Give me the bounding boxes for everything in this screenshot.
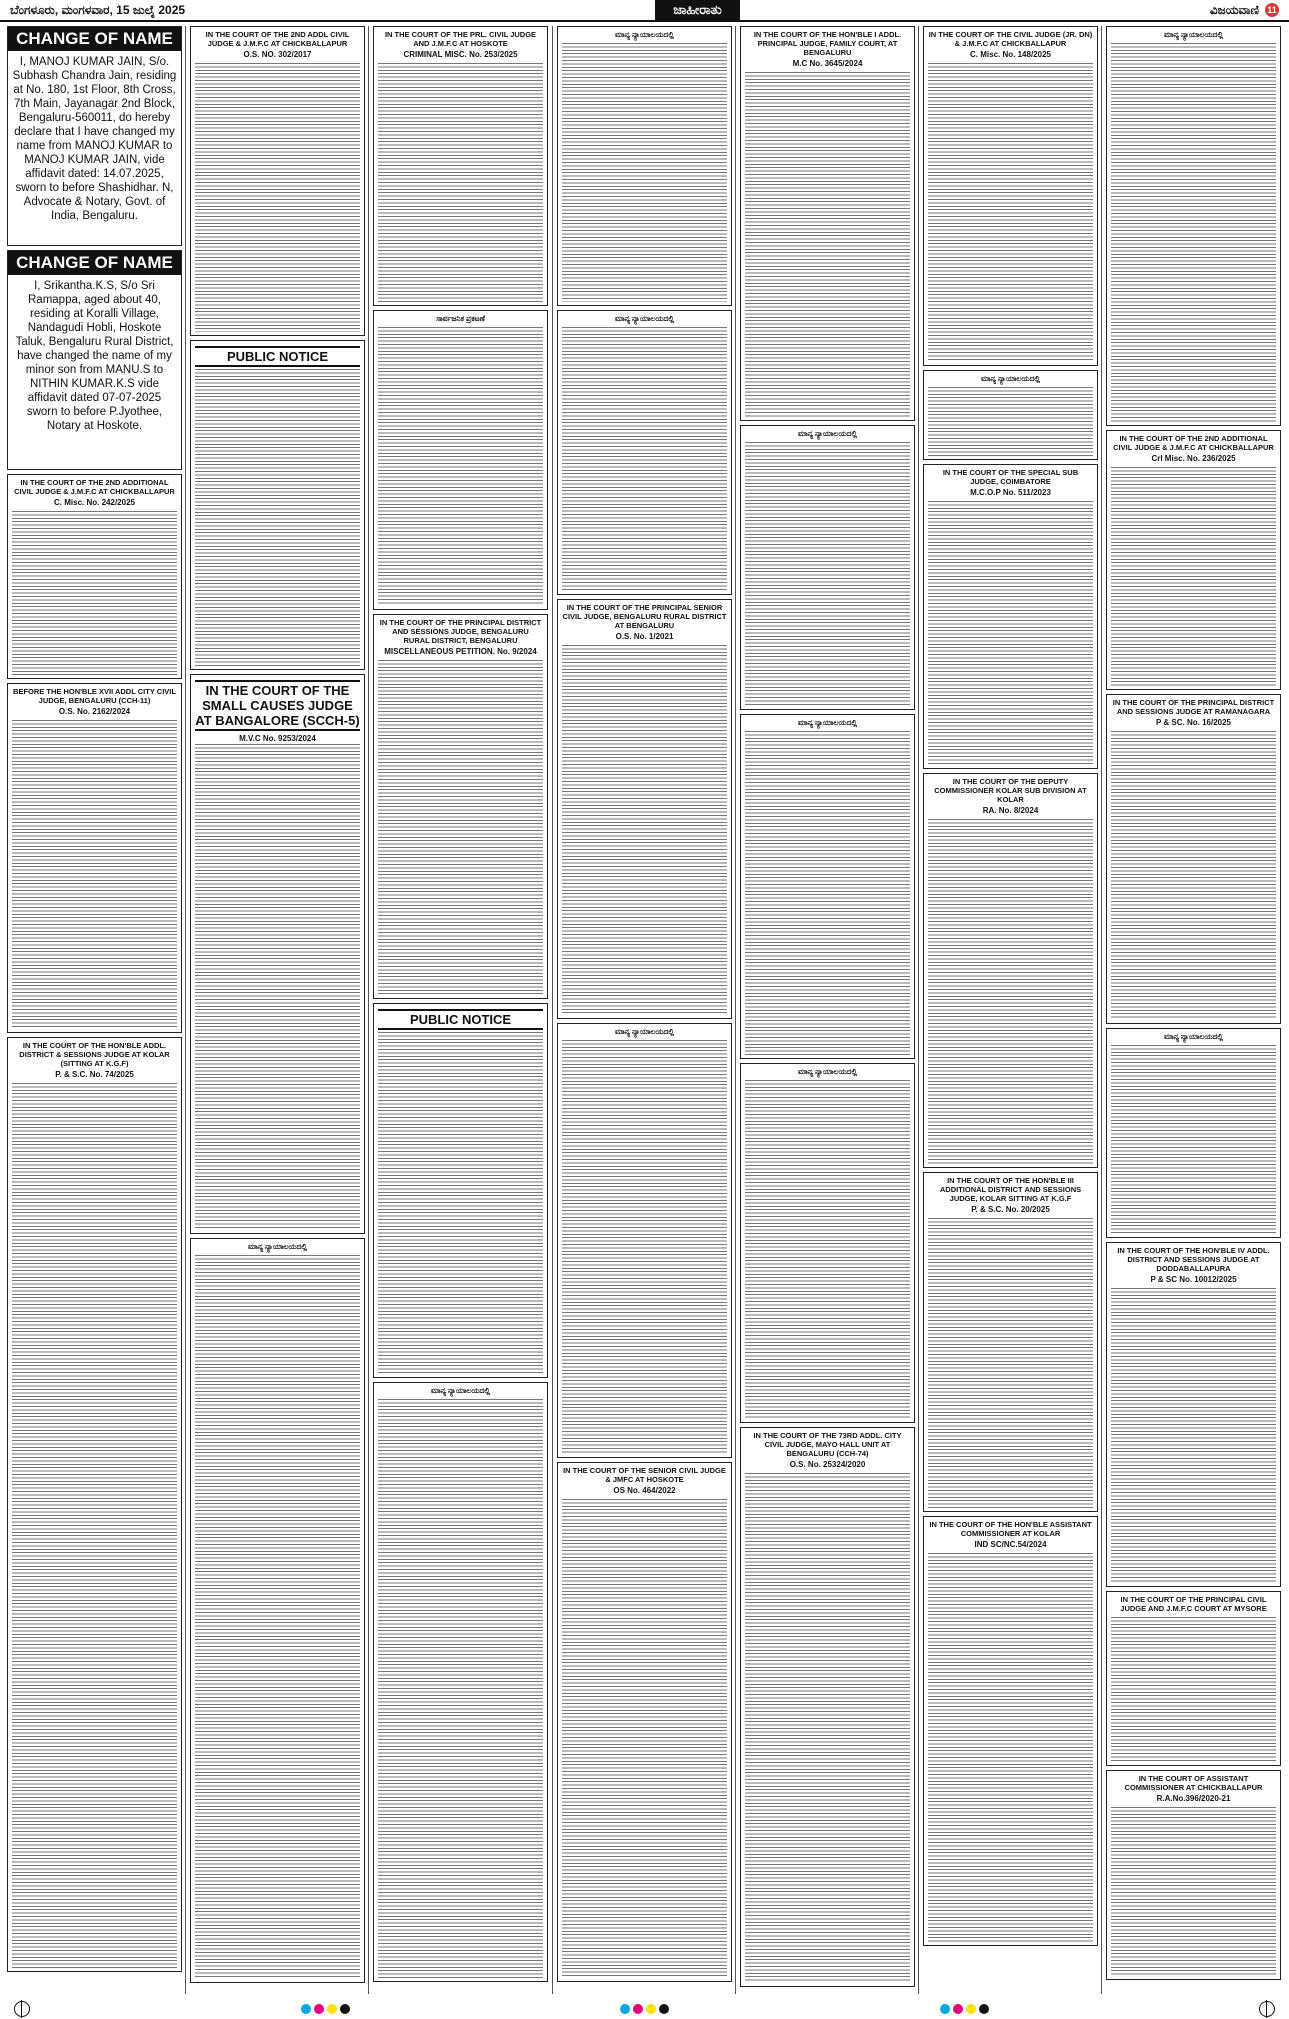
legal-notice xyxy=(7,1037,182,1972)
court-heading: IN THE COURT OF THE PRL. CIVIL JUDGE AND J.M.F.C AT HOSKOTE xyxy=(384,30,537,48)
legal-notice xyxy=(190,340,365,670)
court-heading: ಮಾನ್ಯ ನ್ಯಾಯಾಲಯದಲ್ಲಿ xyxy=(797,1067,857,1076)
notice-body-text-lines xyxy=(928,63,1093,362)
registration-dot xyxy=(340,2004,350,2014)
notice-column xyxy=(370,26,551,1986)
court-heading: ಮಾನ್ಯ ನ್ಯಾಯಾಲಯದಲ್ಲಿ xyxy=(980,374,1040,383)
column-rule xyxy=(918,26,919,1994)
case-number: O.S. No. 1/2021 xyxy=(615,632,674,641)
court-heading: IN THE COURT OF THE 2ND ADDITIONAL CIVIL JUDGE & J.M.F.C AT CHICKBALLAPUR xyxy=(14,478,175,496)
notice-body-text-lines xyxy=(1111,1807,1276,1976)
court-heading: IN THE COURT OF THE 2ND ADDITIONAL CIVIL JUDGE & J.M.F.C AT CHICKBALLAPUR xyxy=(1113,434,1274,452)
case-number: P. & S.C. No. 74/2025 xyxy=(55,1070,134,1079)
legal-notice xyxy=(373,1003,548,1378)
legal-notice xyxy=(740,425,915,710)
column-rule xyxy=(1101,26,1102,1994)
court-heading: IN THE COURT OF THE HON'BLE III ADDITIONAL DISTRICT AND SESSIONS JUDGE, KOLAR SITTING AT K.G.F xyxy=(939,1176,1082,1203)
notice-body-text-lines xyxy=(562,645,727,1015)
court-heading: ಮಾನ್ಯ ನ್ಯಾಯಾಲಯದಲ್ಲಿ xyxy=(1163,30,1223,39)
court-heading: IN THE COURT OF THE SENIOR CIVIL JUDGE & JMFC AT HOSKOTE xyxy=(563,1466,726,1484)
registration-dot xyxy=(301,2004,311,2014)
case-number: O.S. No. 25324/2020 xyxy=(789,1460,866,1469)
legal-notice xyxy=(923,1172,1098,1512)
notice-body-text-lines xyxy=(12,720,177,1029)
legal-notice xyxy=(1106,1242,1281,1587)
registration-target-icon xyxy=(14,2001,30,2017)
case-number: MISCELLANEOUS PETITION. No. 9/2024 xyxy=(384,647,537,656)
legal-notice xyxy=(923,464,1098,769)
notice-title: CHANGE OF NAME xyxy=(8,251,181,275)
case-number: OS No. 464/2022 xyxy=(613,1486,676,1495)
notice-body-text-lines xyxy=(928,1553,1093,1942)
notice-body-text-lines xyxy=(195,369,360,666)
court-heading: ಮಾನ್ಯ ನ್ಯಾಯಾಲಯದಲ್ಲಿ xyxy=(247,1242,307,1251)
notice-body-text-lines xyxy=(195,744,360,1230)
legal-notice xyxy=(373,310,548,610)
court-heading: BEFORE THE HON'BLE XVII ADDL CITY CIVIL JUDGE, BENGALURU (CCH-11) xyxy=(13,687,176,705)
notice-title: IN THE COURT OF THE SMALL CAUSES JUDGE AT BANGALORE (SCCH-5) xyxy=(195,680,360,731)
court-heading: IN THE COURT OF THE PRINCIPAL DISTRICT AND SESSIONS JUDGE AT RAMANAGARA xyxy=(1112,698,1275,716)
registration-dot xyxy=(620,2004,630,2014)
registration-dot xyxy=(953,2004,963,2014)
notice-body-text-lines xyxy=(745,72,910,417)
case-number: M.C No. 3645/2024 xyxy=(792,59,863,68)
legal-notice xyxy=(557,599,732,1019)
notice-column xyxy=(4,26,185,1976)
registration-dot xyxy=(979,2004,989,2014)
case-number: C. Misc. No. 148/2025 xyxy=(970,50,1051,59)
column-rule xyxy=(552,26,553,1994)
notice-body-text-lines xyxy=(195,1255,360,1979)
column-rule xyxy=(368,26,369,1994)
case-number: P & SC No. 10012/2025 xyxy=(1150,1275,1237,1284)
court-heading: IN THE COURT OF THE 73RD ADDL. CITY CIVIL JUDGE, MAYO HALL UNIT AT BENGALURU (CCH-74) xyxy=(753,1431,902,1458)
header-date: ಬೆಂಗಳೂರು, ಮಂಗಳವಾರ, 15 ಜುಲೈ 2025 xyxy=(10,2,186,17)
notice-body-text-lines xyxy=(378,327,543,606)
legal-notice xyxy=(557,26,732,306)
case-number: O.S. No. 2162/2024 xyxy=(58,707,131,716)
court-heading: ಸಾರ್ವಜನಿಕ ಪ್ರಕಟಣೆ xyxy=(436,314,485,323)
legal-notice xyxy=(740,1063,915,1423)
case-number: Crl Misc. No. 236/2025 xyxy=(1151,454,1236,463)
notice-body-text-lines xyxy=(928,387,1093,456)
court-heading: IN THE COURT OF THE HON'BLE IV ADDL. DISTRICT AND SESSIONS JUDGE AT DODDABALLAPURA xyxy=(1117,1246,1270,1273)
case-number: RA. No. 8/2024 xyxy=(982,806,1039,815)
court-heading: IN THE COURT OF THE CIVIL JUDGE (JR. DN) & J.M.F.C AT CHICKBALLAPUR xyxy=(928,30,1093,48)
legal-notice xyxy=(923,773,1098,1168)
court-heading: ಮಾನ್ಯ ನ್ಯಾಯಾಲಯದಲ್ಲಿ xyxy=(797,429,857,438)
court-heading: IN THE COURT OF THE 2ND ADDL CIVIL JUDGE & J.M.F.C AT CHICKBALLAPUR xyxy=(205,30,350,48)
page-footer xyxy=(0,1998,1289,2019)
column-rule xyxy=(735,26,736,1994)
notice-body-text-lines xyxy=(378,660,543,995)
notice-column xyxy=(554,26,735,1986)
legal-notice xyxy=(923,1516,1098,1946)
legal-notice xyxy=(190,674,365,1234)
legal-notice xyxy=(740,714,915,1059)
page-number-badge: 11 xyxy=(1265,3,1279,17)
legal-notice xyxy=(1106,1770,1281,1980)
notice-body-text-lines xyxy=(378,1399,543,1978)
notice-title: CHANGE OF NAME xyxy=(8,27,181,51)
notice-body-text-lines xyxy=(1111,43,1276,422)
registration-dot xyxy=(314,2004,324,2014)
court-heading: IN THE COURT OF THE PRINCIPAL CIVIL JUDGE AND J.M.F.C COURT AT MYSORE xyxy=(1120,1595,1267,1613)
color-registration-bar xyxy=(940,2004,989,2014)
notice-body-text-lines xyxy=(562,327,727,591)
legal-notice xyxy=(1106,1028,1281,1238)
court-heading: IN THE COURT OF THE HON'BLE I ADDL. PRINCIPAL JUDGE, FAMILY COURT, AT BENGALURU xyxy=(753,30,902,57)
legal-notice xyxy=(7,683,182,1033)
court-heading: ಮಾನ್ಯ ನ್ಯಾಯಾಲಯದಲ್ಲಿ xyxy=(614,1027,674,1036)
notice-body-text-lines xyxy=(745,1473,910,1983)
legal-notice xyxy=(557,1462,732,1982)
registration-dot xyxy=(966,2004,976,2014)
page-header xyxy=(0,0,1289,22)
color-registration-bar xyxy=(301,2004,350,2014)
legal-notice xyxy=(1106,694,1281,1024)
case-number: C. Misc. No. 242/2025 xyxy=(54,498,135,507)
notice-column xyxy=(920,26,1101,1950)
registration-dot xyxy=(327,2004,337,2014)
case-number: P. & S.C. No. 20/2025 xyxy=(971,1205,1050,1214)
registration-target-icon xyxy=(1259,2001,1275,2017)
court-heading: IN THE COURT OF THE PRINCIPAL SENIOR CIVIL JUDGE, BENGALURU RURAL DISTRICT AT BENGALURU xyxy=(562,603,727,630)
legal-notice xyxy=(1106,1591,1281,1766)
court-heading: ಮಾನ್ಯ ನ್ಯಾಯಾಲಯದಲ್ಲಿ xyxy=(1163,1032,1223,1041)
notice-column xyxy=(187,26,368,1987)
column-rule xyxy=(185,26,186,1994)
legal-notice xyxy=(7,250,182,470)
case-number: O.S. NO. 302/2017 xyxy=(243,50,312,59)
notice-body: I, Srikantha.K.S, S/o Sri Ramappa, aged about 40, residing at Koralli Village, Nandagudi Hobli, Hoskote Taluk, Bengaluru Rural District, have changed the name of my minor son from MANU.S to NITHIN KUMAR.K.S vide affidavit dated 07-07-2025 sworn to before P.Jyothee, Notary at Hoskote. xyxy=(15,280,174,432)
legal-notice xyxy=(1106,26,1281,426)
notice-title: PUBLIC NOTICE xyxy=(378,1009,543,1030)
legal-notice xyxy=(373,1382,548,1982)
notice-title: PUBLIC NOTICE xyxy=(195,346,360,367)
masthead-name: ವಿಜಯವಾಣಿ xyxy=(1209,2,1259,17)
court-heading: ಮಾನ್ಯ ನ್ಯಾಯಾಲಯದಲ್ಲಿ xyxy=(430,1386,490,1395)
notice-body-text-lines xyxy=(745,1080,910,1419)
notice-body-text-lines xyxy=(378,63,543,302)
case-number: CRIMINAL MISC. No. 253/2025 xyxy=(403,50,518,59)
notice-body-text-lines xyxy=(745,442,910,706)
registration-dot xyxy=(659,2004,669,2014)
notice-body-text-lines xyxy=(562,43,727,302)
header-masthead xyxy=(1210,3,1279,18)
notice-body-text-lines xyxy=(195,63,360,332)
case-number: IND SC/NC.54/2024 xyxy=(974,1540,1047,1549)
notice-body-text-lines xyxy=(1111,1045,1276,1234)
legal-notice xyxy=(190,26,365,336)
notice-body-text-lines xyxy=(928,1218,1093,1508)
registration-dot xyxy=(646,2004,656,2014)
legal-notice xyxy=(1106,430,1281,690)
court-heading: IN THE COURT OF ASSISTANT COMMISSIONER AT CHICKBALLAPUR xyxy=(1124,1774,1263,1792)
case-number: R.A.No.396/2020-21 xyxy=(1156,1794,1231,1803)
notice-body-text-lines xyxy=(12,511,177,675)
notice-body-text-lines xyxy=(562,1499,727,1978)
court-heading: IN THE COURT OF THE SPECIAL SUB JUDGE, COIMBATORE xyxy=(942,468,1079,486)
notice-column xyxy=(737,26,918,1991)
case-number: P & SC. No. 16/2025 xyxy=(1156,718,1231,727)
court-heading: ಮಾನ್ಯ ನ್ಯಾಯಾಲಯದಲ್ಲಿ xyxy=(614,30,674,39)
legal-notice xyxy=(923,370,1098,460)
court-heading: IN THE COURT OF THE PRINCIPAL DISTRICT AND SESSIONS JUDGE, BENGALURU RURAL DISTRICT, BENGALURU xyxy=(379,618,542,645)
notice-body-text-lines xyxy=(1111,731,1276,1020)
legal-notice xyxy=(7,26,182,246)
legal-notice xyxy=(740,1427,915,1987)
notice-body-text-lines xyxy=(928,819,1093,1164)
legal-notice xyxy=(557,310,732,595)
color-registration-bar xyxy=(620,2004,669,2014)
notice-body-text-lines xyxy=(562,1040,727,1454)
court-heading: IN THE COURT OF THE HON'BLE ADDL. DISTRICT & SESSIONS JUDGE AT KOLAR (SITTING AT K.G.F) xyxy=(19,1041,170,1068)
notice-body-text-lines xyxy=(745,731,910,1055)
notice-body-text-lines xyxy=(1111,467,1276,686)
legal-notice xyxy=(373,26,548,306)
legal-notice xyxy=(557,1023,732,1458)
registration-dot xyxy=(633,2004,643,2014)
registration-dot xyxy=(940,2004,950,2014)
notice-body-text-lines xyxy=(928,501,1093,765)
case-number: M.V.C No. 9253/2024 xyxy=(239,734,316,743)
notice-column xyxy=(1103,26,1284,1984)
case-number: M.C.O.P No. 511/2023 xyxy=(970,488,1051,497)
court-heading: IN THE COURT OF THE DEPUTY COMMISSIONER KOLAR SUB DIVISION AT KOLAR xyxy=(934,777,1087,804)
notice-body-text-lines xyxy=(378,1032,543,1374)
legal-notice xyxy=(190,1238,365,1983)
notice-body-text-lines xyxy=(12,1083,177,1968)
notice-body-text-lines xyxy=(1111,1288,1276,1583)
legal-notice xyxy=(373,614,548,999)
court-heading: ಮಾನ್ಯ ನ್ಯಾಯಾಲಯದಲ್ಲಿ xyxy=(614,314,674,323)
header-section-title: ಜಾಹೀರಾತು xyxy=(655,0,740,20)
notice-body-text-lines xyxy=(1111,1617,1276,1762)
court-heading: ಮಾನ್ಯ ನ್ಯಾಯಾಲಯದಲ್ಲಿ xyxy=(797,718,857,727)
notice-body: I, MANOJ KUMAR JAIN, S/o. Subhash Chandra Jain, residing at No. 180, 1st Floor, 8th Cross, 7th Main, Jayanagar 2nd Block, Bengaluru-560011, do hereby declare that I have changed my name from MANOJ KUMAR to MANOJ KUMAR JAIN, vide affidavit dated: 14.07.2025, sworn to before Shashidhar. N, Advocate & Notary, Govt. of India, Bengaluru. xyxy=(12,56,177,222)
legal-notice xyxy=(923,26,1098,366)
legal-notice xyxy=(740,26,915,421)
court-heading: IN THE COURT OF THE HON'BLE ASSISTANT COMMISSIONER AT KOLAR xyxy=(929,1520,1092,1538)
legal-notice xyxy=(7,474,182,679)
